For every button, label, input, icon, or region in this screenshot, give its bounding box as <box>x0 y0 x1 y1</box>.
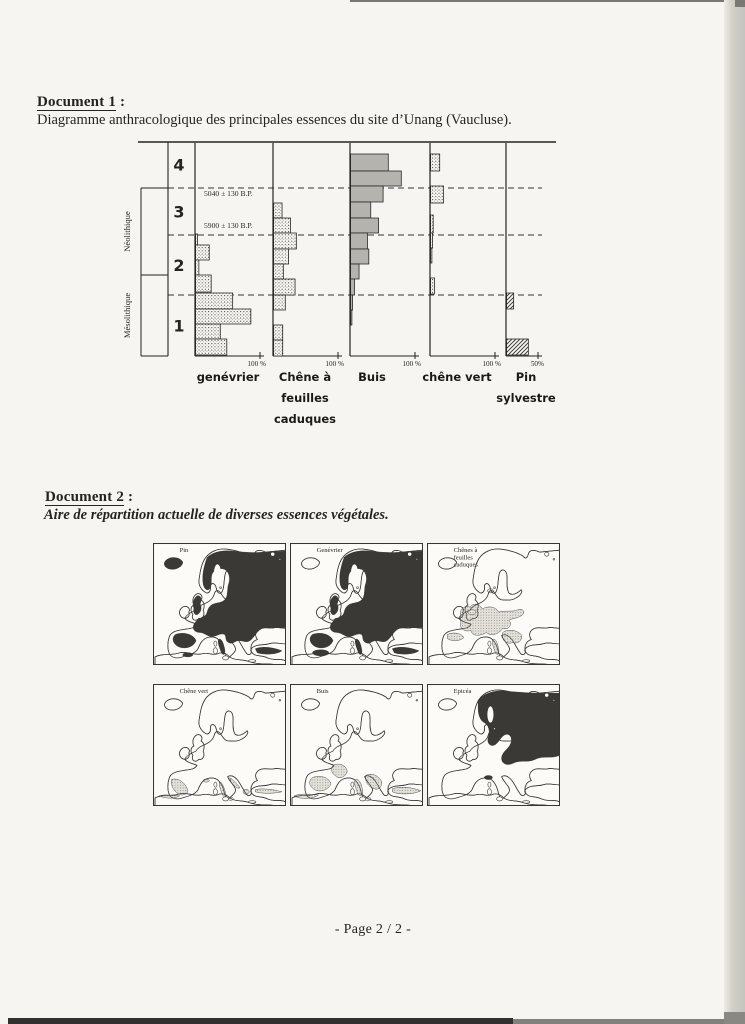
island <box>220 587 222 589</box>
document2-caption: Aire de répartition actuelle de diverses essences végétales. <box>44 507 389 523</box>
axis-max-label: 50% <box>530 360 544 368</box>
bar <box>274 340 283 356</box>
column-name: Pin <box>515 370 537 384</box>
bar <box>507 339 529 355</box>
island <box>523 801 530 803</box>
island <box>523 660 530 662</box>
bar <box>196 309 251 324</box>
axis-max-label: 100 % <box>247 360 266 368</box>
map-title: Chêne vert <box>179 688 209 696</box>
bar <box>196 324 221 339</box>
distribution-area <box>487 706 493 722</box>
bar <box>431 154 440 171</box>
island <box>553 699 555 701</box>
bar <box>431 186 444 203</box>
island <box>488 641 491 646</box>
bar <box>351 233 368 249</box>
bar <box>351 186 384 202</box>
island <box>271 693 275 697</box>
island <box>360 797 366 801</box>
island <box>497 797 503 801</box>
column-name: Buis <box>358 370 386 384</box>
map-gen-vrier <box>290 543 423 665</box>
document1-heading-colon: : <box>116 94 126 110</box>
island <box>488 782 491 787</box>
bar <box>196 275 212 292</box>
zone-label: 3 <box>173 202 185 222</box>
island <box>213 648 217 654</box>
period-label: Néolithique <box>122 211 132 252</box>
island <box>279 558 281 560</box>
map-title: Genévrier <box>316 547 343 555</box>
scan-top-edge <box>350 0 724 2</box>
island <box>223 797 229 801</box>
island <box>497 656 503 660</box>
bar <box>196 245 210 260</box>
distribution-area <box>214 564 221 582</box>
bar <box>351 264 359 279</box>
bar <box>274 264 284 279</box>
island <box>487 789 491 795</box>
map-epic-a <box>427 684 560 806</box>
island <box>279 699 281 701</box>
distribution-area <box>351 564 358 582</box>
island <box>357 587 359 589</box>
bar <box>351 249 369 264</box>
column-name: feuilles <box>281 391 329 405</box>
bar <box>431 215 434 233</box>
map-ch-ne-vert <box>153 684 286 806</box>
map-buis <box>290 684 423 806</box>
column-name: genévrier <box>196 370 260 384</box>
scan-corner-shadow <box>735 0 745 7</box>
island <box>214 641 217 646</box>
bar <box>351 171 402 186</box>
column-name: sylvestre <box>496 391 556 405</box>
island <box>357 728 359 730</box>
island <box>351 641 354 646</box>
map-pin <box>153 543 286 665</box>
island <box>553 558 555 560</box>
taxon-column <box>496 143 556 405</box>
document2-heading-text: Document 2 <box>45 489 125 505</box>
island <box>494 587 496 589</box>
taxon-column <box>350 143 421 384</box>
island <box>220 728 222 730</box>
zone-label: 2 <box>173 256 185 275</box>
period-label: Mésolithique <box>122 292 132 339</box>
bar <box>431 233 433 248</box>
island <box>249 801 256 803</box>
island <box>545 552 549 556</box>
document2-heading-colon: : <box>124 489 134 505</box>
bar <box>351 202 371 218</box>
bar <box>431 278 435 294</box>
island <box>487 648 491 654</box>
zone-label: 4 <box>173 155 185 175</box>
radiocarbon-date: 5040 ± 130 B.P. <box>204 189 253 198</box>
anthracological-diagram-holder <box>118 141 578 446</box>
map-title: Buis <box>316 688 329 696</box>
bar <box>274 203 282 218</box>
anthracological-diagram <box>118 141 578 441</box>
map-title: Chênes à feuilles caduques <box>453 547 478 569</box>
island <box>545 693 549 697</box>
bar <box>351 218 379 233</box>
taxon-column <box>422 143 501 384</box>
column-name: caduques <box>273 412 337 426</box>
island <box>249 660 256 662</box>
bar <box>274 279 295 295</box>
bar <box>507 293 514 309</box>
bar <box>196 339 227 355</box>
axis-max-label: 100 % <box>325 360 344 368</box>
map-title: Epicéa <box>453 688 472 696</box>
page-number: - Page 2 / 2 - <box>334 922 412 937</box>
island <box>350 789 354 795</box>
island <box>271 552 275 556</box>
island <box>351 782 354 787</box>
map-ch-nes-feuilles-caduques <box>427 543 560 665</box>
document1-heading <box>37 94 125 111</box>
bar <box>196 293 233 309</box>
bar <box>274 233 297 249</box>
island <box>386 801 393 803</box>
island <box>360 656 366 660</box>
bar <box>274 218 291 233</box>
zone-label: 1 <box>173 316 185 336</box>
taxon-column <box>273 143 344 426</box>
bar <box>196 234 198 245</box>
scan-bottom-edge <box>8 1018 513 1024</box>
document1-heading-text: Document 1 <box>37 94 117 110</box>
axis-max-label: 100 % <box>482 360 501 368</box>
island <box>408 693 412 697</box>
bar <box>351 154 389 171</box>
axis-max-label: 100 % <box>402 360 421 368</box>
document1-caption: Diagramme anthracologique des principales essences du site d’Unang (Vaucluse). <box>37 112 512 128</box>
island <box>416 699 418 701</box>
bar <box>274 249 289 264</box>
bar <box>351 279 355 295</box>
bar <box>274 295 286 310</box>
island <box>223 656 229 660</box>
scan-corner-shadow-bottom <box>724 1012 745 1024</box>
bar <box>196 260 199 275</box>
taxon-column <box>195 143 266 384</box>
island <box>350 648 354 654</box>
bar <box>351 295 353 310</box>
scan-right-edge <box>724 0 745 1024</box>
bar <box>431 248 432 263</box>
document2-heading <box>45 489 133 506</box>
radiocarbon-date: 5900 ± 130 B.P. <box>204 221 253 230</box>
bar <box>351 310 352 325</box>
island <box>214 782 217 787</box>
island <box>494 728 496 730</box>
distribution-area <box>484 776 492 780</box>
island <box>386 660 393 662</box>
island <box>213 789 217 795</box>
map-title: Pin <box>179 547 189 555</box>
bar <box>274 325 283 340</box>
island <box>416 558 418 560</box>
island <box>408 552 412 556</box>
column-name: chêne vert <box>422 370 492 384</box>
column-name: Chêne à <box>278 370 332 384</box>
scan-bottom-edge-gray <box>513 1019 724 1024</box>
